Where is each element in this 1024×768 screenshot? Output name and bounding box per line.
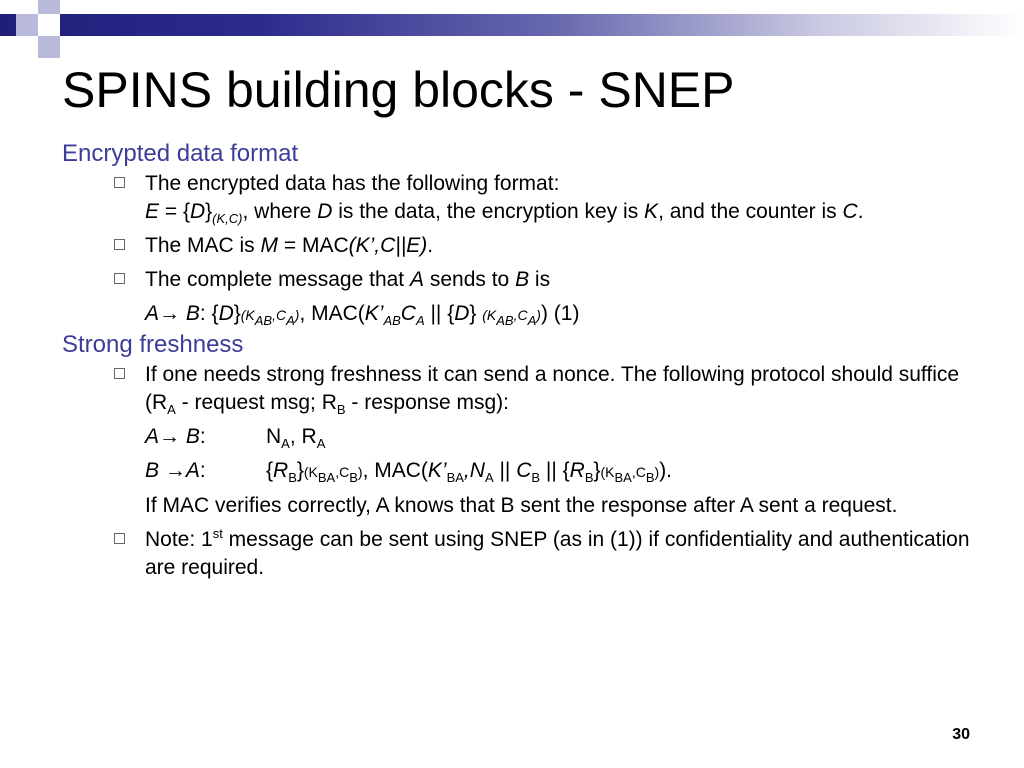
section-heading-freshness: Strong freshness — [62, 331, 244, 358]
protocol-explanation: If MAC verifies correctly, A knows that B sent the response after A sent a request. — [145, 494, 898, 517]
header-square — [16, 14, 38, 36]
bullet-item: The complete message that A sends to B is — [62, 266, 982, 294]
slide-body — [62, 138, 982, 582]
bullet-item: If one needs strong freshness it can send a nonce. The following protocol should suffice ($R_A$ - request msg; $R_B$ - response msg): — [62, 361, 982, 417]
square-bullet-icon — [114, 368, 125, 379]
square-bullet-icon — [114, 239, 125, 250]
header-square — [38, 0, 60, 14]
protocol-step-1: A→ B: $N_A$, $R_A$ — [145, 425, 326, 452]
bullet-item: The MAC is M = MAC(K’,C||E). — [62, 232, 982, 260]
slide-title: SPINS building blocks - SNEP — [62, 62, 735, 118]
header-square — [60, 0, 80, 14]
formula-encryption: $E = \{D\}_{(K,C)}$, where D is the data, the encryption key is K, and the counter is C. — [145, 200, 864, 227]
header-square — [38, 14, 60, 36]
bullet-item: Note: 1st message can be sent using SNEP (as in (1)) if confidentiality and authentication are required. — [62, 526, 982, 582]
header-square — [0, 36, 16, 58]
square-bullet-icon — [114, 273, 125, 284]
header-gradient-bar — [0, 14, 1024, 36]
protocol-step-2: B →A: $\{R_B\}(K_{BA},C_B)$, $MAC(K’_{BA},N_A$ || $C_B$ || $\{R_B\}(K_{BA},C_B)$). — [145, 459, 673, 486]
formula-complete-message: A→ B: $\{D\}(K_{AB},C_A)$, $MAC(K’_{AB}C_A$ || {D} $(K_{AB},C_A)$) (1) — [145, 302, 580, 329]
header-square — [16, 36, 38, 58]
square-bullet-icon — [114, 533, 125, 544]
square-bullet-icon — [114, 177, 125, 188]
section-heading-encrypted: Encrypted data format — [62, 140, 299, 167]
bullet-item: The encrypted data has the following format: — [62, 170, 982, 198]
header-square — [38, 36, 60, 58]
page-number: 30 — [952, 726, 970, 743]
